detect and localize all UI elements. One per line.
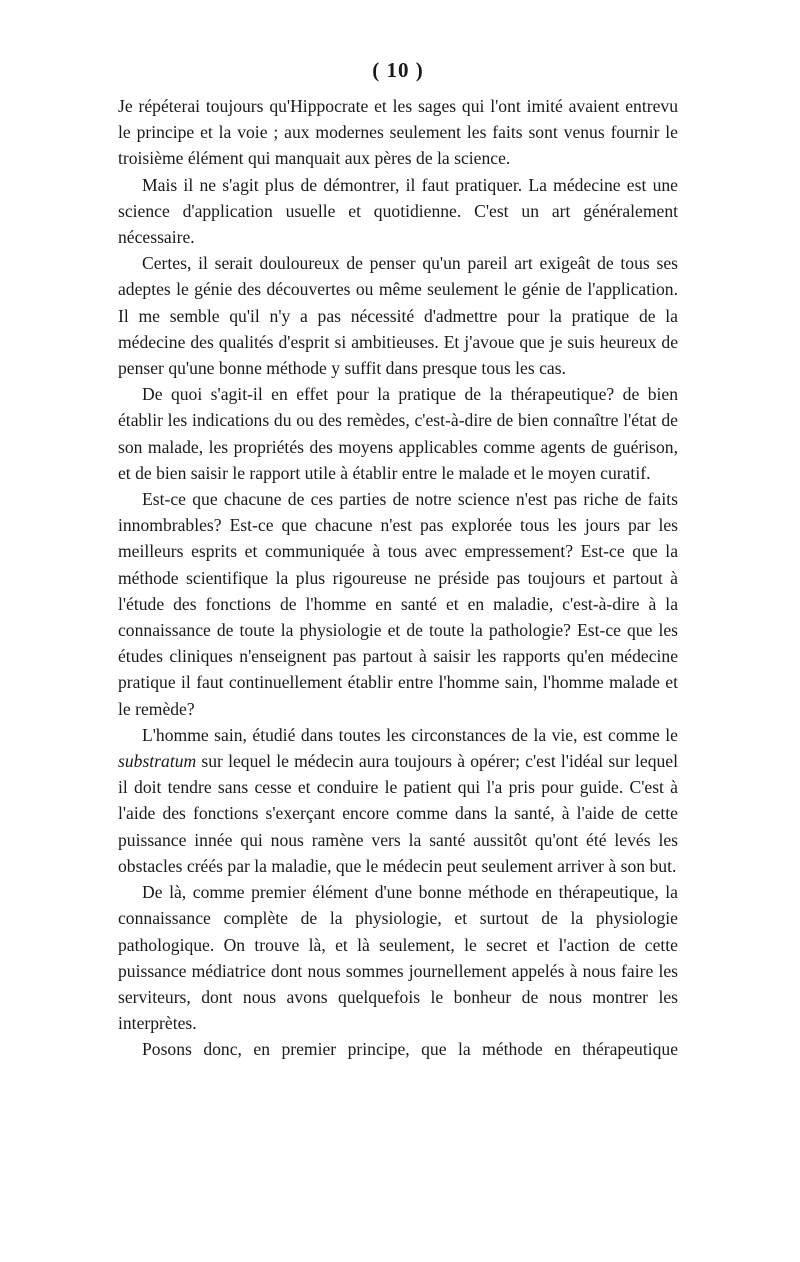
paragraph: L'homme sain, étudié dans toutes les circonstances de la vie, est comme le substratum sur lequel le médecin aura toujours à opérer; c'est l'idéal sur lequel il doit tendre sans cesse et conduire le patient qui l'a pris pour guide. C'est à l'aide des fonctions s'exerçant encore comme dans la santé, à l'aide de cette puissance innée qui nous ramène vers la santé aussitôt qu'ont été levés les obstacles créés par la maladie, que le médecin peut seulement arriver à son but. bbox=[118, 724, 678, 876]
emphasis: substratum bbox=[118, 751, 197, 772]
book-page bbox=[118, 58, 678, 1063]
paragraph: De quoi s'agit-il en effet pour la pratique de la thérapeutique? de bien établir les indications du ou des remèdes, c'est-à-dire de bien connaître l'état de son malade, les propriétés des moyens applicables comme agents de guérison, et de bien saisir le rapport utile à établir entre le malade et le moyen curatif. bbox=[118, 384, 678, 483]
page-number: ( 10 ) bbox=[372, 58, 424, 82]
paragraph: Est-ce que chacune de ces parties de notre science n'est pas riche de faits innombrables? Est-ce que chacune n'est pas explorée tous les jours par les meilleurs esprits et communiquée à tous avec empressement? Est-ce que la méthode scientifique la plus rigoureuse ne préside pas toujours et partout à l'étude des fonctions de l'homme en santé et en maladie, c'est-à-dire à la connaissance de toute la physiologie et de toute la pathologie? Est-ce que les études cliniques n'enseignent pas partout à saisir les rapports qu'en médecine pratique il faut continuellement établir entre l'homme sain, l'homme malade et le remède? bbox=[118, 489, 678, 719]
paragraph: Mais il ne s'agit plus de démontrer, il faut pratiquer. La médecine est une science d'application usuelle et quotidienne. C'est un art généralement nécessaire. bbox=[118, 174, 678, 248]
paragraph: Posons donc, en premier principe, que la méthode en thérapeutique bbox=[142, 1039, 678, 1060]
paragraph: De là, comme premier élément d'une bonne méthode en thérapeutique, la connaissance complète de la physiologie, et surtout de la physiologie pathologique. On trouve là, et là seulement, le secret et l'action de cette puissance médiatrice dont nous sommes journellement appelés à nous faire les serviteurs, dont nous avons quelquefois le bonheur de nous montrer les interprètes. bbox=[118, 882, 678, 1034]
paragraph: Certes, il serait douloureux de penser qu'un pareil art exigeât de tous ses adeptes le génie des découvertes ou même seulement le génie de l'application. Il me semble qu'il n'y a pas nécessité d'admettre pour la pratique de la médecine des qualités d'esprit si ambitieuses. Et j'avoue que je suis heureux de penser qu'une bonne méthode y suffit dans presque tous les cas. bbox=[118, 253, 678, 379]
paragraph: Je répéterai toujours qu'Hippocrate et les sages qui l'ont imité avaient entrevu le principe et la voie ; aux modernes seulement les faits sont venus fournir le troisième élément qui manquait aux pères de la science. bbox=[118, 96, 678, 169]
body-text bbox=[118, 93, 678, 1063]
